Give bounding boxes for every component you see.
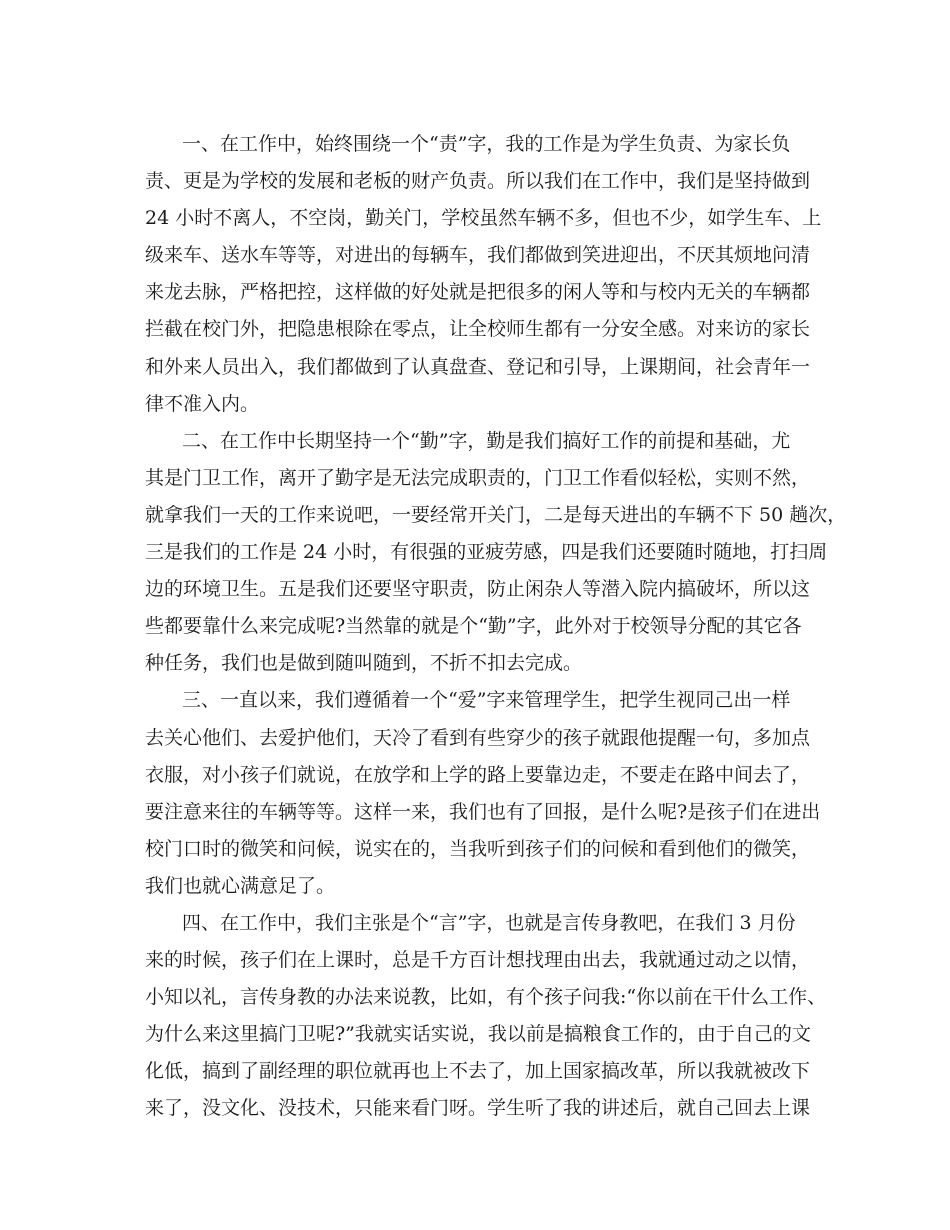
text-line: 24 小时不离人，不空岗，勤关门，学校虽然车辆不多，但也不少，如学生车、上	[145, 207, 822, 230]
text-line: 来的时候，孩子们在上课时，总是千方百计想找理由出去，我就通过动之以情，	[145, 949, 811, 972]
text-line: 级来车、送水车等等，对进出的每辆车，我们都做到笑进迎出，不厌其烦地问清	[145, 244, 811, 267]
text-line: 我们也就心满意足了。	[145, 874, 336, 897]
text-line: 三、一直以来，我们遵循着一个“爱”字来管理学生，把学生视同己出一样	[182, 689, 791, 712]
text-line: 三是我们的工作是 24 小时，有很强的亚疲劳感，四是我们还要随时随地，打扫周	[145, 541, 828, 564]
text-line: 化低，搞到了副经理的职位就再也上不去了，加上国家搞改革，所以我就被改下	[145, 1060, 811, 1083]
text-line: 和外来人员出入，我们都做到了认真盘查、登记和引导，上课期间，社会青年一	[145, 355, 811, 378]
text-line: 边的环境卫生。五是我们还要坚守职责，防止闲杂人等潜入院内搞破坏，所以这	[145, 578, 811, 601]
text-line: 四、在工作中，我们主张是个“言”字，也就是言传身教吧，在我们 3 月份	[182, 911, 796, 934]
text-line: 就拿我们一天的工作来说吧，一要经常开关门，二是每天进出的车辆不下 50 趟次，	[145, 503, 847, 526]
text-line: 小知以礼，言传身教的办法来说教，比如，有个孩子问我:“你以前在干什么工作、	[145, 986, 827, 1009]
text-line: 责、更是为学校的发展和老板的财产负责。所以我们在工作中，我们是坚持做到	[145, 170, 811, 193]
text-line: 去关心他们、去爱护他们，天冷了看到有些穿少的孩子就跟他提醒一句，多加点	[145, 726, 811, 749]
text-line: 为什么来这里搞门卫呢?”我就实话实说，我以前是搞粮食工作的，由于自己的文	[145, 1023, 811, 1046]
text-line: 二、在工作中长期坚持一个“勤”字，勤是我们搞好工作的前提和基础，尤	[182, 429, 791, 452]
text-line: 衣服，对小孩子们就说，在放学和上学的路上要靠边走，不要走在路中间去了，	[145, 763, 811, 786]
text-line: 种任务，我们也是做到随叫随到，不折不扣去完成。	[145, 652, 583, 675]
text-line: 拦截在校门外，把隐患根除在零点，让全校师生都有一分安全感。对来访的家长	[145, 318, 811, 341]
text-line: 校门口时的微笑和问候，说实在的，当我听到孩子们的问候和看到他们的微笑，	[145, 837, 811, 860]
text-line: 律不准入内。	[145, 392, 260, 415]
text-line: 一、在工作中，始终围绕一个“责”字，我的工作是为学生负责、为家长负	[182, 133, 791, 155]
text-line: 其是门卫工作，离开了勤字是无法完成职责的，门卫工作看似轻松，实则不然，	[145, 466, 811, 489]
document-body	[145, 126, 847, 1128]
text-line: 些都要靠什么来完成呢?当然靠的就是个“勤”字，此外对于校领导分配的其它各	[145, 615, 802, 638]
text-line: 来龙去脉，严格把控，这样做的好处就是把很多的闲人等和与校内无关的车辆都	[145, 281, 811, 304]
text-line: 来了，没文化、没技术，只能来看门呀。学生听了我的讲述后，就自己回去上课	[145, 1097, 811, 1120]
text-line: 要注意来往的车辆等等。这样一来，我们也有了回报，是什么呢?是孩子们在进出	[145, 800, 821, 823]
